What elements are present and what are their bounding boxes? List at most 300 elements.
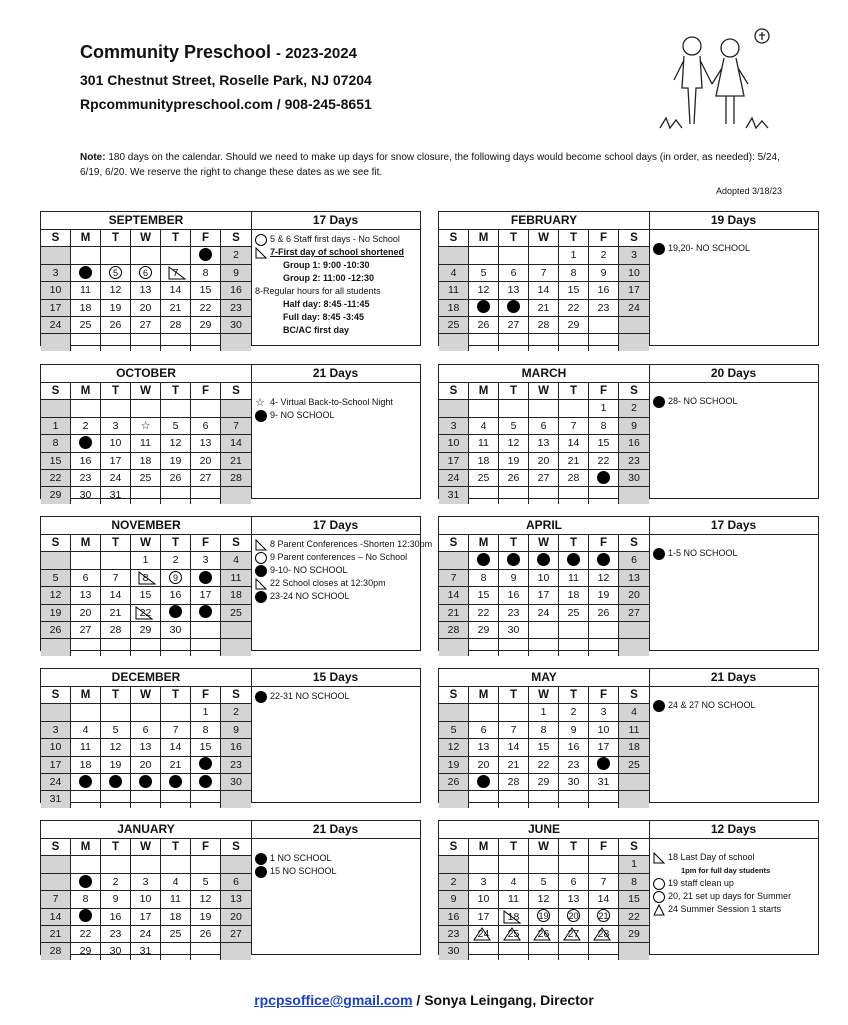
day-cell	[161, 265, 191, 281]
day-cell	[589, 317, 619, 333]
day-cell: 7	[529, 265, 559, 281]
day-cell	[499, 247, 529, 263]
day-cell: 28	[559, 470, 589, 486]
month-name: APRIL	[439, 517, 649, 535]
month-december	[40, 668, 421, 806]
month-september	[40, 211, 421, 346]
school-name: Community Preschool - 2023-2024	[80, 42, 357, 62]
week-row	[439, 722, 649, 739]
day-header-row	[41, 230, 251, 247]
day-cell: 15	[131, 587, 161, 603]
day-cell: 7	[559, 418, 589, 434]
day-cell	[131, 570, 161, 586]
day-header: T	[161, 839, 191, 855]
day-cell: 25	[161, 926, 191, 942]
month-notes	[649, 535, 818, 563]
office-email-link[interactable]: rpcpsoffice@gmail.com	[254, 992, 413, 1008]
day-cell: 30	[439, 943, 469, 959]
day-cell: 14	[161, 739, 191, 755]
day-cell	[559, 552, 589, 568]
circle-marker-icon: 5	[109, 266, 122, 279]
day-header: S	[439, 839, 469, 855]
note-text: 22 School closes at 12:30pm	[270, 578, 386, 588]
day-cell: 2	[71, 418, 101, 434]
day-cell	[71, 874, 101, 890]
day-cell: 18	[161, 909, 191, 925]
week-row	[439, 247, 649, 264]
day-cell: 26	[499, 470, 529, 486]
week-row	[41, 739, 251, 756]
day-cell	[101, 552, 131, 568]
day-cell: 5	[499, 418, 529, 434]
day-cell: 29	[469, 622, 499, 638]
day-cell: 20	[619, 587, 649, 603]
month-notes	[251, 839, 420, 881]
summer-session-triangle-icon: 24	[478, 926, 490, 942]
no-school-dot-icon	[653, 548, 665, 560]
note-line	[653, 903, 814, 916]
note-line	[255, 577, 416, 590]
day-cell: 15	[559, 282, 589, 298]
day-cell: 24	[41, 317, 71, 333]
day-cell: 6	[529, 418, 559, 434]
week-row	[439, 856, 649, 873]
day-cell: 19	[439, 757, 469, 773]
day-header: S	[41, 839, 71, 855]
day-header: F	[191, 383, 221, 399]
day-header: S	[439, 535, 469, 551]
day-cell: 10	[131, 891, 161, 907]
day-cell: 30	[71, 487, 101, 503]
day-cell	[191, 639, 221, 655]
day-cell	[101, 774, 131, 790]
day-header: M	[71, 383, 101, 399]
shortened-day-triangle-icon: 22	[140, 605, 152, 621]
month-may	[438, 668, 819, 803]
week-row	[41, 791, 251, 807]
day-cell	[619, 622, 649, 638]
day-header: S	[41, 535, 71, 551]
day-cell	[529, 943, 559, 959]
day-header: S	[41, 383, 71, 399]
day-cell: 19	[191, 909, 221, 925]
month-name: OCTOBER	[41, 365, 251, 383]
note-text: Full day: 8:45 -3:45	[283, 312, 365, 322]
day-cell: 5	[101, 722, 131, 738]
note-line	[255, 842, 416, 852]
day-header: S	[630, 232, 638, 244]
day-cell	[499, 943, 529, 959]
circle-marker-icon: 6	[139, 266, 152, 279]
note-line	[255, 396, 416, 409]
circle-marker-icon: 20	[568, 911, 579, 922]
day-cell: 23	[439, 926, 469, 942]
day-header-row	[41, 687, 251, 704]
day-cell	[161, 487, 191, 503]
week-row	[439, 587, 649, 604]
day-cell: 16	[499, 587, 529, 603]
note-line	[255, 409, 416, 422]
day-cell: 21	[439, 605, 469, 621]
day-cell	[131, 639, 161, 655]
day-cell	[41, 400, 71, 416]
day-header: F	[589, 535, 619, 551]
star-icon: ☆	[140, 419, 151, 432]
week-row	[439, 874, 649, 891]
day-header: T	[559, 839, 589, 855]
day-cell: 13	[71, 587, 101, 603]
day-cell: 3	[589, 704, 619, 720]
note-text: 20, 21 set up days for Summer	[668, 891, 792, 901]
day-header: T	[559, 230, 589, 246]
day-cell: 14	[221, 435, 251, 451]
day-cell: 23	[221, 300, 251, 316]
day-cell: 21	[559, 453, 589, 469]
day-header-row	[41, 839, 251, 856]
day-cell: 3	[439, 418, 469, 434]
month-grid	[41, 365, 252, 502]
day-cell	[131, 334, 161, 350]
day-cell: 16	[161, 587, 191, 603]
day-cell: 2	[589, 247, 619, 263]
day-cell	[101, 265, 131, 281]
shortened-day-triangle-icon	[653, 852, 665, 864]
note-text: BC/AC first day	[283, 325, 350, 335]
circle-marker-icon	[255, 552, 267, 564]
day-cell	[559, 856, 589, 872]
day-cell	[559, 943, 589, 959]
day-cell: 19	[41, 605, 71, 621]
day-cell: 8	[41, 435, 71, 451]
no-school-dot-icon	[507, 300, 520, 313]
day-cell	[131, 791, 161, 807]
day-cell: 9	[101, 891, 131, 907]
week-row	[41, 587, 251, 604]
week-row	[41, 856, 251, 873]
day-cell	[71, 856, 101, 872]
week-row	[41, 774, 251, 791]
day-cell	[41, 334, 71, 350]
day-cell: 13	[619, 570, 649, 586]
day-cell: 15	[529, 739, 559, 755]
day-cell: 11	[499, 891, 529, 907]
note-line	[653, 699, 814, 712]
day-cell	[529, 791, 559, 807]
day-cell: 20	[71, 605, 101, 621]
day-cell	[499, 909, 529, 925]
day-cell	[41, 856, 71, 872]
day-cell: 18	[559, 587, 589, 603]
day-cell	[529, 247, 559, 263]
day-cell: 2	[221, 247, 251, 263]
note-line	[255, 590, 416, 603]
day-cell: 21	[41, 926, 71, 942]
shortened-day-triangle-icon	[255, 539, 267, 551]
day-cell	[469, 639, 499, 655]
day-cell: 20	[131, 757, 161, 773]
day-cell: 6	[131, 722, 161, 738]
day-cell: 23	[499, 605, 529, 621]
day-cell	[589, 622, 619, 638]
day-cell: 25	[619, 757, 649, 773]
week-row	[41, 487, 251, 503]
no-school-dot-icon	[199, 605, 212, 618]
day-cell: 3	[41, 265, 71, 281]
month-name: NOVEMBER	[41, 517, 251, 535]
month-november	[40, 516, 433, 651]
day-cell	[41, 639, 71, 655]
day-header: T	[559, 687, 589, 703]
day-cell: 29	[131, 622, 161, 638]
day-cell: 13	[529, 435, 559, 451]
month-info	[251, 212, 420, 345]
month-info	[649, 212, 818, 345]
day-cell	[221, 334, 251, 350]
day-cell	[499, 300, 529, 316]
day-cell	[439, 552, 469, 568]
day-cell	[469, 856, 499, 872]
day-cell	[191, 622, 221, 638]
day-cell	[101, 334, 131, 350]
day-cell: 12	[589, 570, 619, 586]
day-cell	[191, 757, 221, 773]
day-header: W	[131, 383, 161, 399]
day-cell: 5	[529, 874, 559, 890]
month-grid	[41, 212, 252, 345]
month-info	[649, 365, 818, 498]
day-cell: 6	[469, 722, 499, 738]
day-cell: 16	[619, 435, 649, 451]
circle-marker-icon: 19	[538, 911, 549, 922]
week-row	[439, 470, 649, 487]
day-cell: 7	[221, 418, 251, 434]
day-cell: 17	[101, 453, 131, 469]
day-cell: 1	[559, 247, 589, 263]
note-text: Group 2: 11:00 -12:30	[283, 273, 375, 283]
note-line	[255, 285, 416, 298]
day-cell	[71, 265, 101, 281]
note-line	[653, 851, 814, 864]
month-info	[649, 517, 818, 650]
day-cell: 10	[439, 435, 469, 451]
day-cell: 19	[101, 757, 131, 773]
day-cell	[191, 334, 221, 350]
note-text: 18 Last Day of school	[668, 852, 755, 862]
day-cell: 25	[439, 317, 469, 333]
day-cell: 28	[101, 622, 131, 638]
day-cell	[71, 774, 101, 790]
day-cell: 7	[439, 570, 469, 586]
day-cell: 8	[589, 418, 619, 434]
day-cell	[161, 856, 191, 872]
day-cell	[71, 791, 101, 807]
day-cell	[439, 247, 469, 263]
day-cell: 8	[469, 570, 499, 586]
no-school-dot-icon	[199, 571, 212, 584]
day-cell	[469, 926, 499, 942]
day-cell	[499, 856, 529, 872]
day-cell: 25	[221, 605, 251, 621]
week-row	[41, 435, 251, 452]
day-cell	[529, 487, 559, 503]
week-row	[439, 909, 649, 926]
day-cell: 3	[191, 552, 221, 568]
no-school-dot-icon	[79, 775, 92, 788]
day-header: W	[529, 687, 559, 703]
day-cell: 11	[439, 282, 469, 298]
day-cell: 19	[161, 453, 191, 469]
day-cell: 26	[191, 926, 221, 942]
day-cell: 8	[191, 722, 221, 738]
no-school-dot-icon	[597, 757, 610, 770]
day-cell: 7	[41, 891, 71, 907]
week-row	[41, 605, 251, 622]
note-line	[255, 690, 416, 703]
day-cell	[439, 856, 469, 872]
day-cell: 22	[619, 909, 649, 925]
day-cell	[71, 435, 101, 451]
day-cell: 4	[619, 704, 649, 720]
day-cell	[529, 909, 559, 925]
day-header: M	[469, 383, 499, 399]
day-header: T	[101, 535, 131, 551]
week-row	[41, 757, 251, 774]
day-cell: 14	[589, 891, 619, 907]
week-row	[41, 639, 251, 655]
note-text: 1-5 NO SCHOOL	[668, 548, 738, 558]
month-grid	[439, 821, 650, 958]
note-line	[255, 311, 416, 324]
day-cell: 14	[439, 587, 469, 603]
note-line	[255, 538, 433, 551]
day-cell: 19	[101, 300, 131, 316]
month-name: DECEMBER	[41, 669, 251, 687]
day-header-row	[439, 839, 649, 856]
no-school-dot-icon	[199, 248, 212, 261]
day-cell	[161, 605, 191, 621]
day-cell: 12	[469, 282, 499, 298]
day-cell	[191, 774, 221, 790]
circle-marker-icon: 21	[598, 911, 609, 922]
month-march	[438, 364, 819, 502]
day-header: S	[439, 687, 469, 703]
day-cell	[589, 909, 619, 925]
note-line	[653, 547, 814, 560]
week-row	[439, 317, 649, 334]
day-header: W	[529, 839, 559, 855]
no-school-dot-icon	[199, 757, 212, 770]
day-cell: 18	[619, 739, 649, 755]
day-cell: 16	[559, 739, 589, 755]
month-notes	[251, 687, 420, 706]
adopted-date: Adopted 3/18/23	[715, 186, 782, 196]
shortened-day-triangle-icon	[255, 247, 267, 259]
day-cell: 20	[221, 909, 251, 925]
no-school-dot-icon	[109, 775, 122, 788]
day-cell	[131, 487, 161, 503]
day-cell: 17	[619, 282, 649, 298]
school-days-count: 17 Days	[649, 517, 818, 535]
day-cell: 2	[439, 874, 469, 890]
day-cell: 8	[529, 722, 559, 738]
day-cell: 24	[41, 774, 71, 790]
day-cell: 28	[161, 317, 191, 333]
day-cell: 15	[191, 739, 221, 755]
summer-session-triangle-icon: 25	[508, 926, 520, 942]
week-row	[439, 300, 649, 317]
day-cell: 16	[221, 739, 251, 755]
note-text: 7-First day of school shortened	[270, 247, 405, 257]
day-cell: 6	[499, 265, 529, 281]
day-header: T	[161, 687, 191, 703]
note-text: 5 & 6 Staff first days - No School	[270, 234, 400, 244]
day-header: W	[131, 535, 161, 551]
day-cell	[101, 247, 131, 263]
day-cell	[161, 791, 191, 807]
week-row	[41, 418, 251, 435]
no-school-dot-icon	[477, 553, 490, 566]
day-cell: 20	[529, 453, 559, 469]
day-cell: 7	[499, 722, 529, 738]
month-name: JANUARY	[41, 821, 251, 839]
day-cell	[559, 400, 589, 416]
day-cell: 17	[191, 587, 221, 603]
note-line	[653, 864, 814, 877]
month-october	[40, 364, 421, 502]
day-cell: 24	[131, 926, 161, 942]
day-cell	[589, 487, 619, 503]
school-days-count: 17 Days	[251, 212, 420, 230]
day-cell	[221, 791, 251, 807]
day-header: T	[101, 383, 131, 399]
day-cell: 29	[71, 943, 101, 959]
no-school-dot-icon	[567, 553, 580, 566]
day-cell: 18	[131, 453, 161, 469]
day-header: M	[469, 535, 499, 551]
day-cell: 28	[439, 622, 469, 638]
day-cell: 12	[101, 739, 131, 755]
day-header: F	[191, 230, 221, 246]
day-header: T	[499, 230, 529, 246]
day-cell	[41, 874, 71, 890]
day-cell: 10	[619, 265, 649, 281]
note-line	[255, 233, 416, 246]
no-school-dot-icon	[169, 775, 182, 788]
day-header: M	[469, 230, 499, 246]
day-cell: 26	[161, 470, 191, 486]
day-cell: 22	[41, 470, 71, 486]
no-school-dot-icon	[477, 300, 490, 313]
school-days-count: 21 Days	[251, 365, 420, 383]
day-cell	[161, 400, 191, 416]
no-school-dot-icon	[255, 866, 267, 878]
day-cell	[559, 334, 589, 350]
day-cell: 4	[71, 722, 101, 738]
day-cell: 8	[71, 891, 101, 907]
day-header: M	[469, 687, 499, 703]
week-row	[41, 552, 251, 569]
day-cell	[559, 791, 589, 807]
day-cell: 4	[469, 418, 499, 434]
day-header: M	[71, 687, 101, 703]
day-header: W	[131, 839, 161, 855]
day-cell: 22	[71, 926, 101, 942]
day-cell	[469, 943, 499, 959]
day-cell	[529, 856, 559, 872]
day-cell: 23	[559, 757, 589, 773]
month-grid	[439, 365, 650, 502]
day-cell	[101, 639, 131, 655]
